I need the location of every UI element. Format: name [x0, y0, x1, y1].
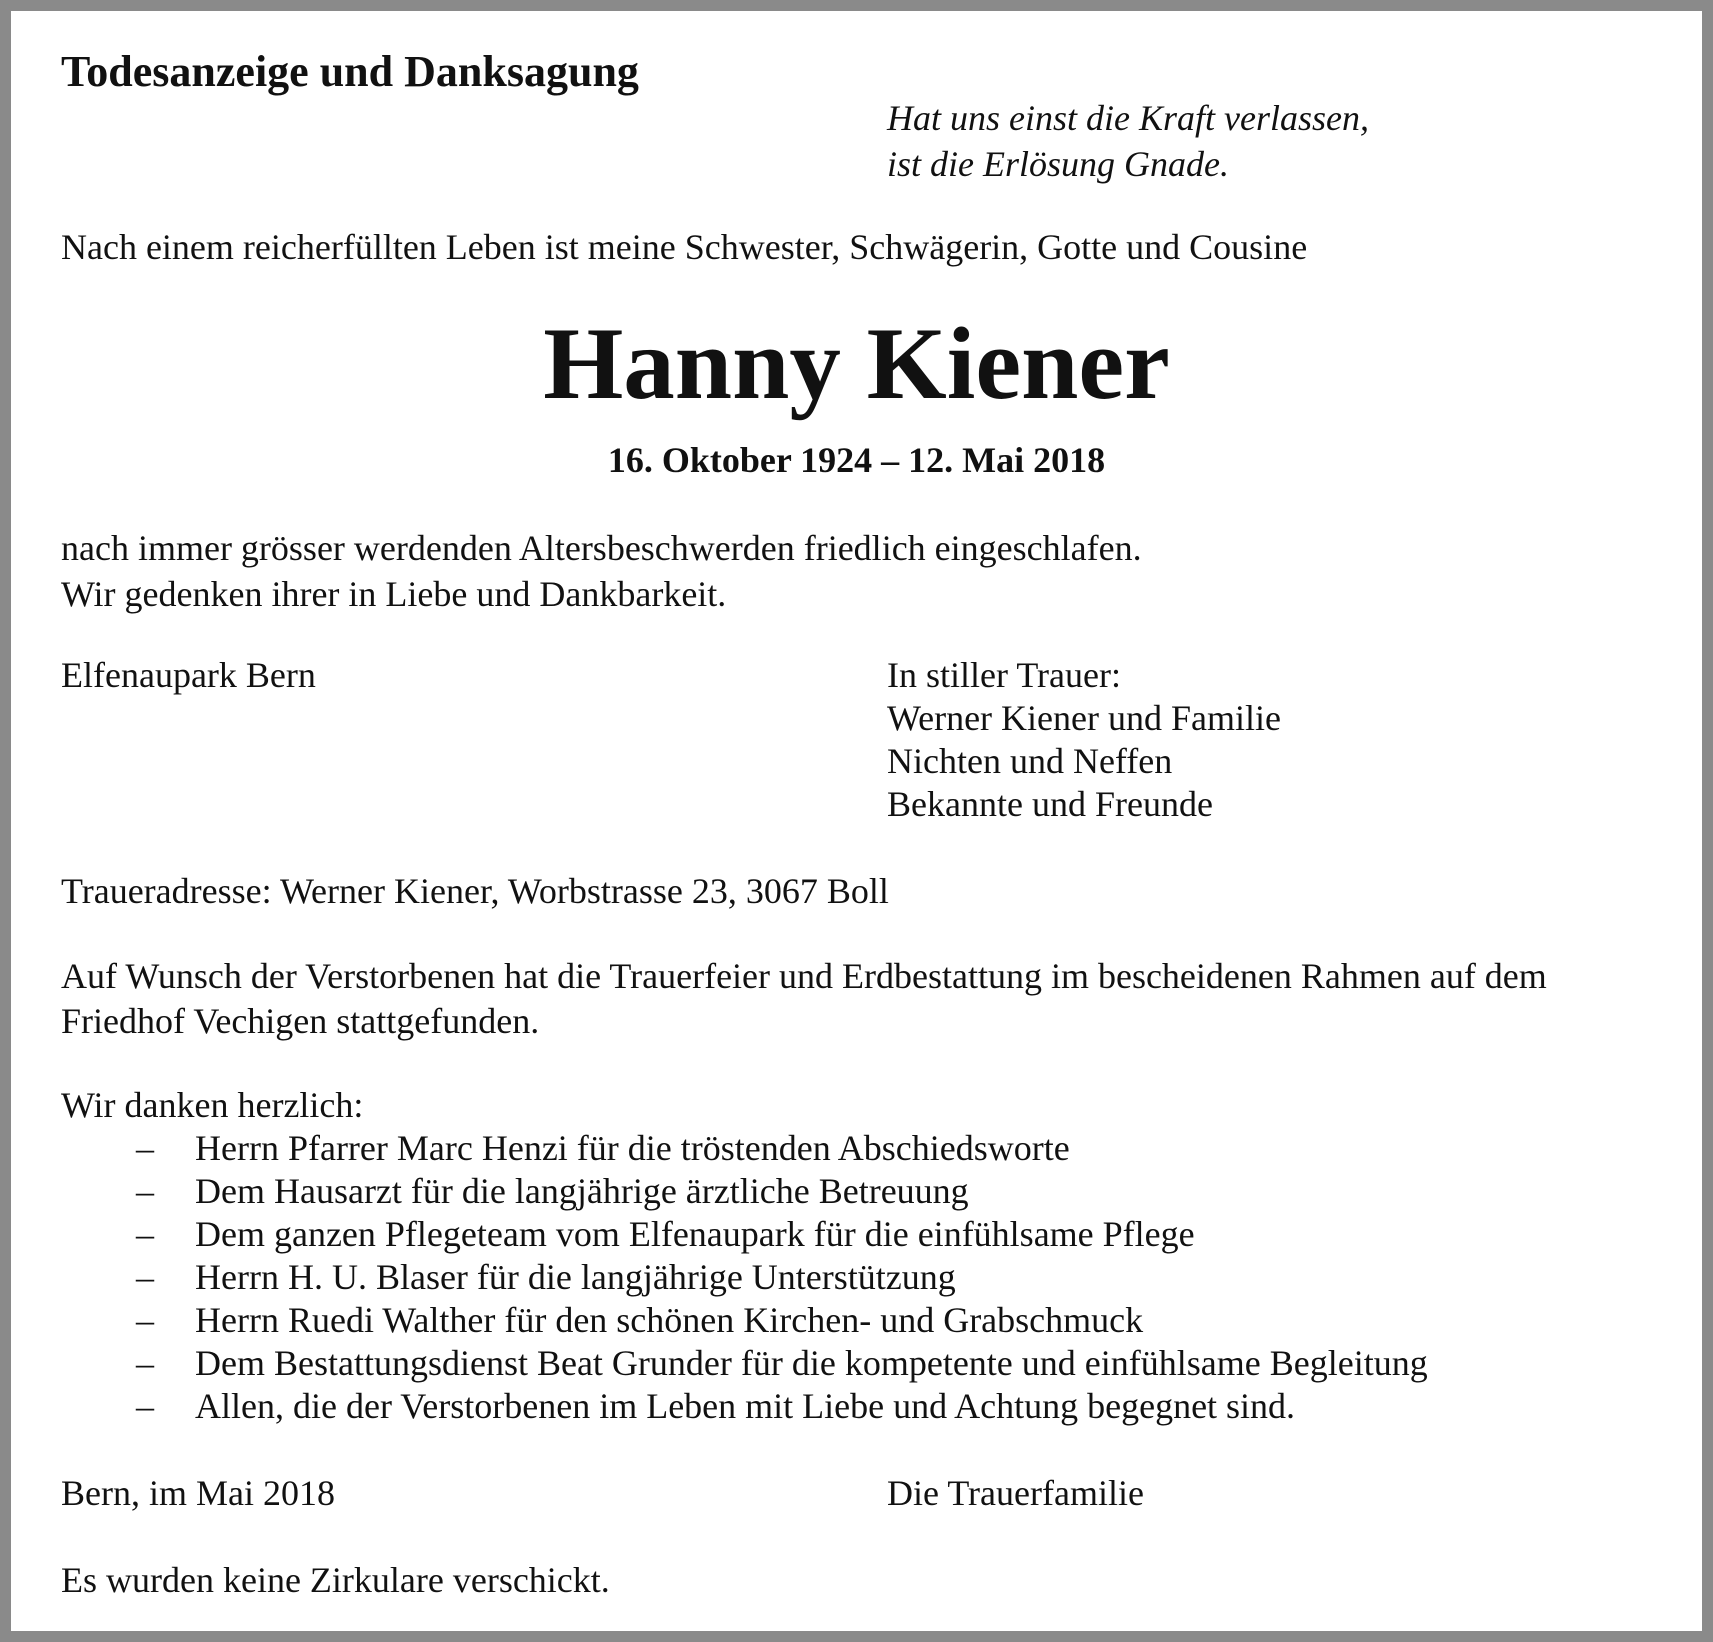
closing-signature: Die Trauerfamilie — [887, 1473, 1144, 1513]
notice-heading: Todesanzeige und Danksagung — [61, 47, 639, 96]
mourner-name: Nichten und Neffen — [887, 741, 1173, 781]
list-item: Herrn H. U. Blaser für die langjährige Unterstützung — [195, 1257, 956, 1297]
list-item: Dem Hausarzt für die langjährige ärztliche Betreuung — [195, 1171, 969, 1211]
list-item: Herrn Ruedi Walther für den schönen Kirchen- und Grabschmuck — [195, 1300, 1144, 1340]
list-bullet: – — [136, 1343, 154, 1383]
list-item: Dem Bestattungsdienst Beat Grunder für die kompetente und einfühlsame Begleitung — [195, 1343, 1428, 1383]
mourning-address: Traueradresse: Werner Kiener, Worbstrasse 23, 3067 Boll — [61, 871, 889, 911]
deceased-name: Hanny Kiener — [543, 307, 1170, 421]
mourner-name: Werner Kiener und Familie — [887, 698, 1281, 738]
place-text: Elfenaupark Bern — [61, 655, 316, 695]
motto-line-2: ist die Erlösung Gnade. — [887, 144, 1229, 184]
list-bullet: – — [136, 1171, 154, 1211]
list-item: Herrn Pfarrer Marc Henzi für die tröstenden Abschiedsworte — [195, 1128, 1070, 1168]
thanks-label: Wir danken herzlich: — [61, 1085, 364, 1125]
passing-line-2: Wir gedenken ihrer in Liebe und Dankbarkeit. — [61, 574, 727, 614]
list-item: Dem ganzen Pflegeteam vom Elfenaupark für die einfühlsame Pflege — [195, 1214, 1195, 1254]
list-bullet: – — [136, 1300, 154, 1340]
passing-line-1: nach immer grösser werdenden Altersbeschwerden friedlich eingeschlafen. — [61, 528, 1142, 568]
funeral-line-2: Friedhof Vechigen stattgefunden. — [61, 1001, 540, 1041]
closing-place-date: Bern, im Mai 2018 — [61, 1473, 335, 1513]
mourners-label: In stiller Trauer: — [887, 655, 1121, 695]
list-bullet: – — [136, 1257, 154, 1297]
mourner-name: Bekannte und Freunde — [887, 784, 1213, 824]
motto-line-1: Hat uns einst die Kraft verlassen, — [887, 98, 1369, 138]
list-item: Allen, die der Verstorbenen im Leben mit Liebe und Achtung begegnet sind. — [195, 1386, 1296, 1426]
life-dates: 16. Oktober 1924 – 12. Mai 2018 — [607, 440, 1106, 480]
intro-text: Nach einem reicherfüllten Leben ist meine Schwester, Schwägerin, Gotte und Cousine — [61, 227, 1308, 267]
list-bullet: – — [136, 1386, 154, 1426]
list-bullet: – — [136, 1214, 154, 1254]
closing-note: Es wurden keine Zirkulare verschickt. — [61, 1560, 610, 1600]
list-bullet: – — [136, 1128, 154, 1168]
funeral-line-1: Auf Wunsch der Verstorbenen hat die Trauerfeier und Erdbestattung im bescheidenen Rahmen auf dem — [61, 956, 1547, 996]
